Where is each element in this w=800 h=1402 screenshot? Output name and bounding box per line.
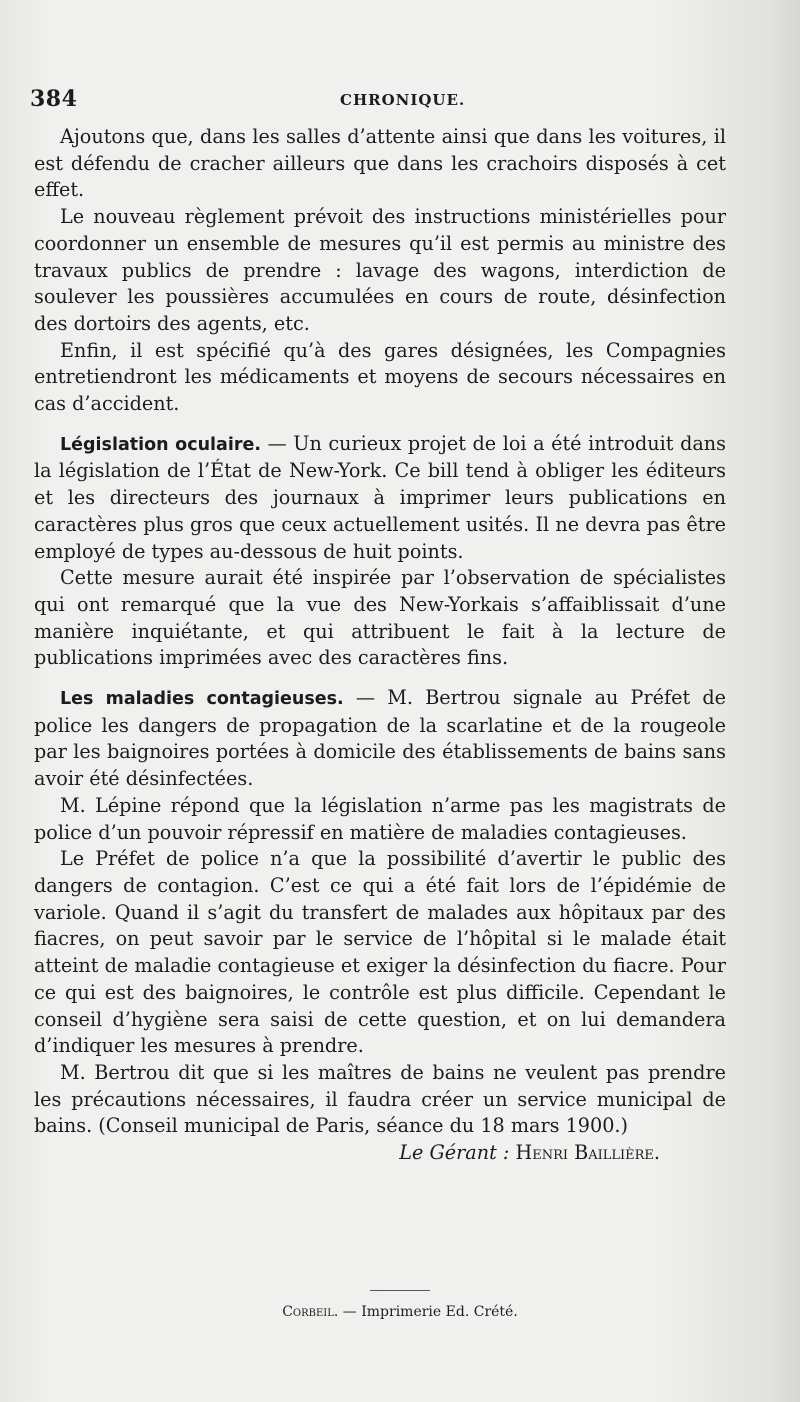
page-number: 384 xyxy=(30,86,78,112)
divider xyxy=(370,1290,430,1291)
imprint-printer: — Imprimerie Ed. Crété. xyxy=(338,1304,518,1320)
running-head: CHRONIQUE. xyxy=(340,91,466,109)
paragraph: Le Préfet de police n’a que la possibilité d’avertir le public des dangers de contagion. C’est ce qui a été fait lors de l’épidémie de variole. Quand il s’agit du transfert de malades aux hôpitaux par des fiacres, on peut savoir par le service de l’hôpital si le malade était atteint de maladie contagieuse et exiger la désinfection du fiacre. Pour ce qui est des baignoires, le contrôle est plus difficile. Cependant le conseil d’hygiène sera saisi de cette question, et on lui demandera d’indiquer les mesures à prendre. xyxy=(34,847,726,1058)
imprint-line xyxy=(0,1304,800,1320)
section-legislation-oculaire xyxy=(34,431,726,566)
paragraph: Ajoutons que, dans les salles d’attente ainsi que dans les voitures, il est défendu de cracher ailleurs que dans les crachoirs disposés à cet effet. xyxy=(34,125,726,202)
section-body: — Un curieux projet de loi a été introduit dans la législation de l’État de New-York. Ce bill tend à obliger les éditeurs et les directeurs des journaux à imprimer leurs publications en caractères plus gros que ceux actuellement usités. Il ne devra pas être employé de types au-dessous de huit points. xyxy=(34,431,726,563)
section-title: Législation oculaire. xyxy=(60,434,261,455)
imprint-place: Corbeil. xyxy=(282,1304,339,1320)
paragraph: Cette mesure aurait été inspirée par l’observation de spécialistes qui ont remarqué que la vue des New-Yorkais s’affaiblissait d’une manière inquiétante, et qui attribuent le fait à la lecture de publications imprimées avec des caractères fins. xyxy=(34,566,726,670)
section-title: Les maladies contagieuses. xyxy=(60,689,344,710)
signature-name: Henri Baillière. xyxy=(515,1141,660,1165)
paragraph: M. Bertrou dit que si les maîtres de bains ne veulent pas prendre les précautions nécessaires, il faudra créer un service municipal de bains. (Conseil municipal de Paris, séance du 18 mars 1900.) xyxy=(34,1060,726,1138)
signature xyxy=(34,1140,726,1167)
paragraph: Enfin, il est spécifié qu’à des gares désignées, les Compagnies entretiendront les médicaments et moyens de secours nécessaires en cas d’accident. xyxy=(34,338,726,416)
section-maladies-contagieuses xyxy=(34,685,726,793)
paragraph: M. Lépine répond que la législation n’arme pas les magistrats de police d’un pouvoir répressif en matière de maladies contagieuses. xyxy=(34,793,726,844)
body-text xyxy=(34,124,726,1167)
page-header xyxy=(30,86,730,116)
signature-role: Le Gérant : xyxy=(399,1141,510,1165)
section-body: — M. Bertrou signale au Préfet de police les dangers de propagation de la scarlatine et de la rougeole par les baignoires portées à domicile des établissements de bains sans avoir été désinfectées. xyxy=(34,686,726,791)
paragraph: Le nouveau règlement prévoit des instructions ministérielles pour coordonner un ensemble de mesures qu’il est permis au ministre des travaux publics de prendre : lavage des wagons, interdiction de soulever les poussières accumulées en cours de route, désinfection des dortoirs des agents, etc. xyxy=(34,205,726,335)
